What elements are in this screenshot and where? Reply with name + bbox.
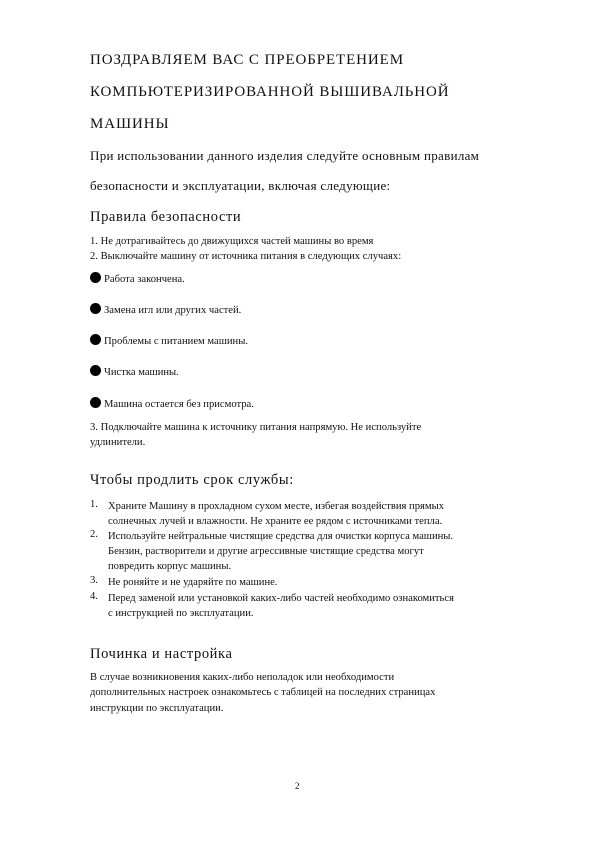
list-number: 3. [90, 575, 98, 586]
bullet-text: Работа закончена. [104, 274, 185, 285]
bullet-text: Замена игл или других частей. [104, 305, 242, 316]
safety-item-1: 1. Не дотрагивайтесь до движущихся частей машины во время [90, 236, 374, 247]
bullet-icon [90, 365, 101, 376]
list-item-line: повредить корпус машины. [108, 561, 232, 572]
intro-line-1: При использовании данного изделия следуйте основным правилам [90, 148, 480, 163]
bullet-item [90, 365, 179, 378]
list-item-line: Храните Машину в прохладном сухом месте, избегая воздействия прямых [108, 501, 445, 512]
title-line-1: ПОЗДРАВЛЯЕМ ВАС С ПРЕОБРЕТЕНИЕМ [90, 52, 404, 68]
repair-line-2: дополнительных настроек ознакомьтесь с таблицей на последних страницах [90, 687, 436, 698]
list-item-line: Перед заменой или установкой каких-либо частей необходимо ознакомиться [108, 593, 454, 604]
bullet-icon [90, 272, 101, 283]
repair-line-1: В случае возникновения каких-либо неполадок или необходимости [90, 672, 395, 683]
title-line-2: КОМПЬЮТЕРИЗИРОВАННОЙ ВЫШИВАЛЬНОЙ [90, 84, 450, 100]
intro-line-2: безопасности и эксплуатации, включая следующие: [90, 178, 391, 193]
bullet-icon [90, 334, 101, 345]
safety-item-3-line-2: удлинители. [90, 437, 146, 448]
bullet-item [90, 397, 254, 410]
list-item-line: Используйте нейтральные чистящие средства для очистки корпуса машины. [108, 531, 454, 542]
repair-line-3: инструкции по эксплуатации. [90, 703, 224, 714]
bullet-text: Проблемы с питанием машины. [104, 336, 248, 347]
lifespan-heading: Чтобы продлить срок службы: [90, 472, 294, 488]
bullet-item [90, 272, 185, 285]
page-number: 2 [295, 781, 300, 791]
bullet-text: Машина остается без присмотра. [104, 399, 254, 410]
safety-item-2: 2. Выключайте машину от источника питания в следующих случаях: [90, 251, 402, 262]
repair-heading: Починка и настройка [90, 646, 233, 662]
bullet-item [90, 303, 241, 316]
list-number: 1. [90, 499, 98, 510]
title-line-3: МАШИНЫ [90, 116, 170, 132]
list-item-line: солнечных лучей и влажности. Не храните ее рядом с источниками тепла. [108, 516, 443, 527]
list-number: 2. [90, 529, 98, 540]
bullet-text: Чистка машины. [104, 367, 179, 378]
list-item-line: Не роняйте и не ударяйте по машине. [108, 577, 278, 588]
bullet-icon [90, 303, 101, 314]
list-item-line: Бензин, растворители и другие агрессивные чистящие средства могут [108, 546, 424, 557]
list-number: 4. [90, 591, 98, 602]
safety-item-3-line-1: 3. Подключайте машина к источнику питания напрямую. Не используйте [90, 422, 422, 433]
bullet-icon [90, 397, 101, 408]
bullet-item [90, 334, 248, 347]
safety-heading: Правила безопасности [90, 209, 242, 225]
list-item-line: с инструкцией по эксплуатации. [108, 608, 254, 619]
